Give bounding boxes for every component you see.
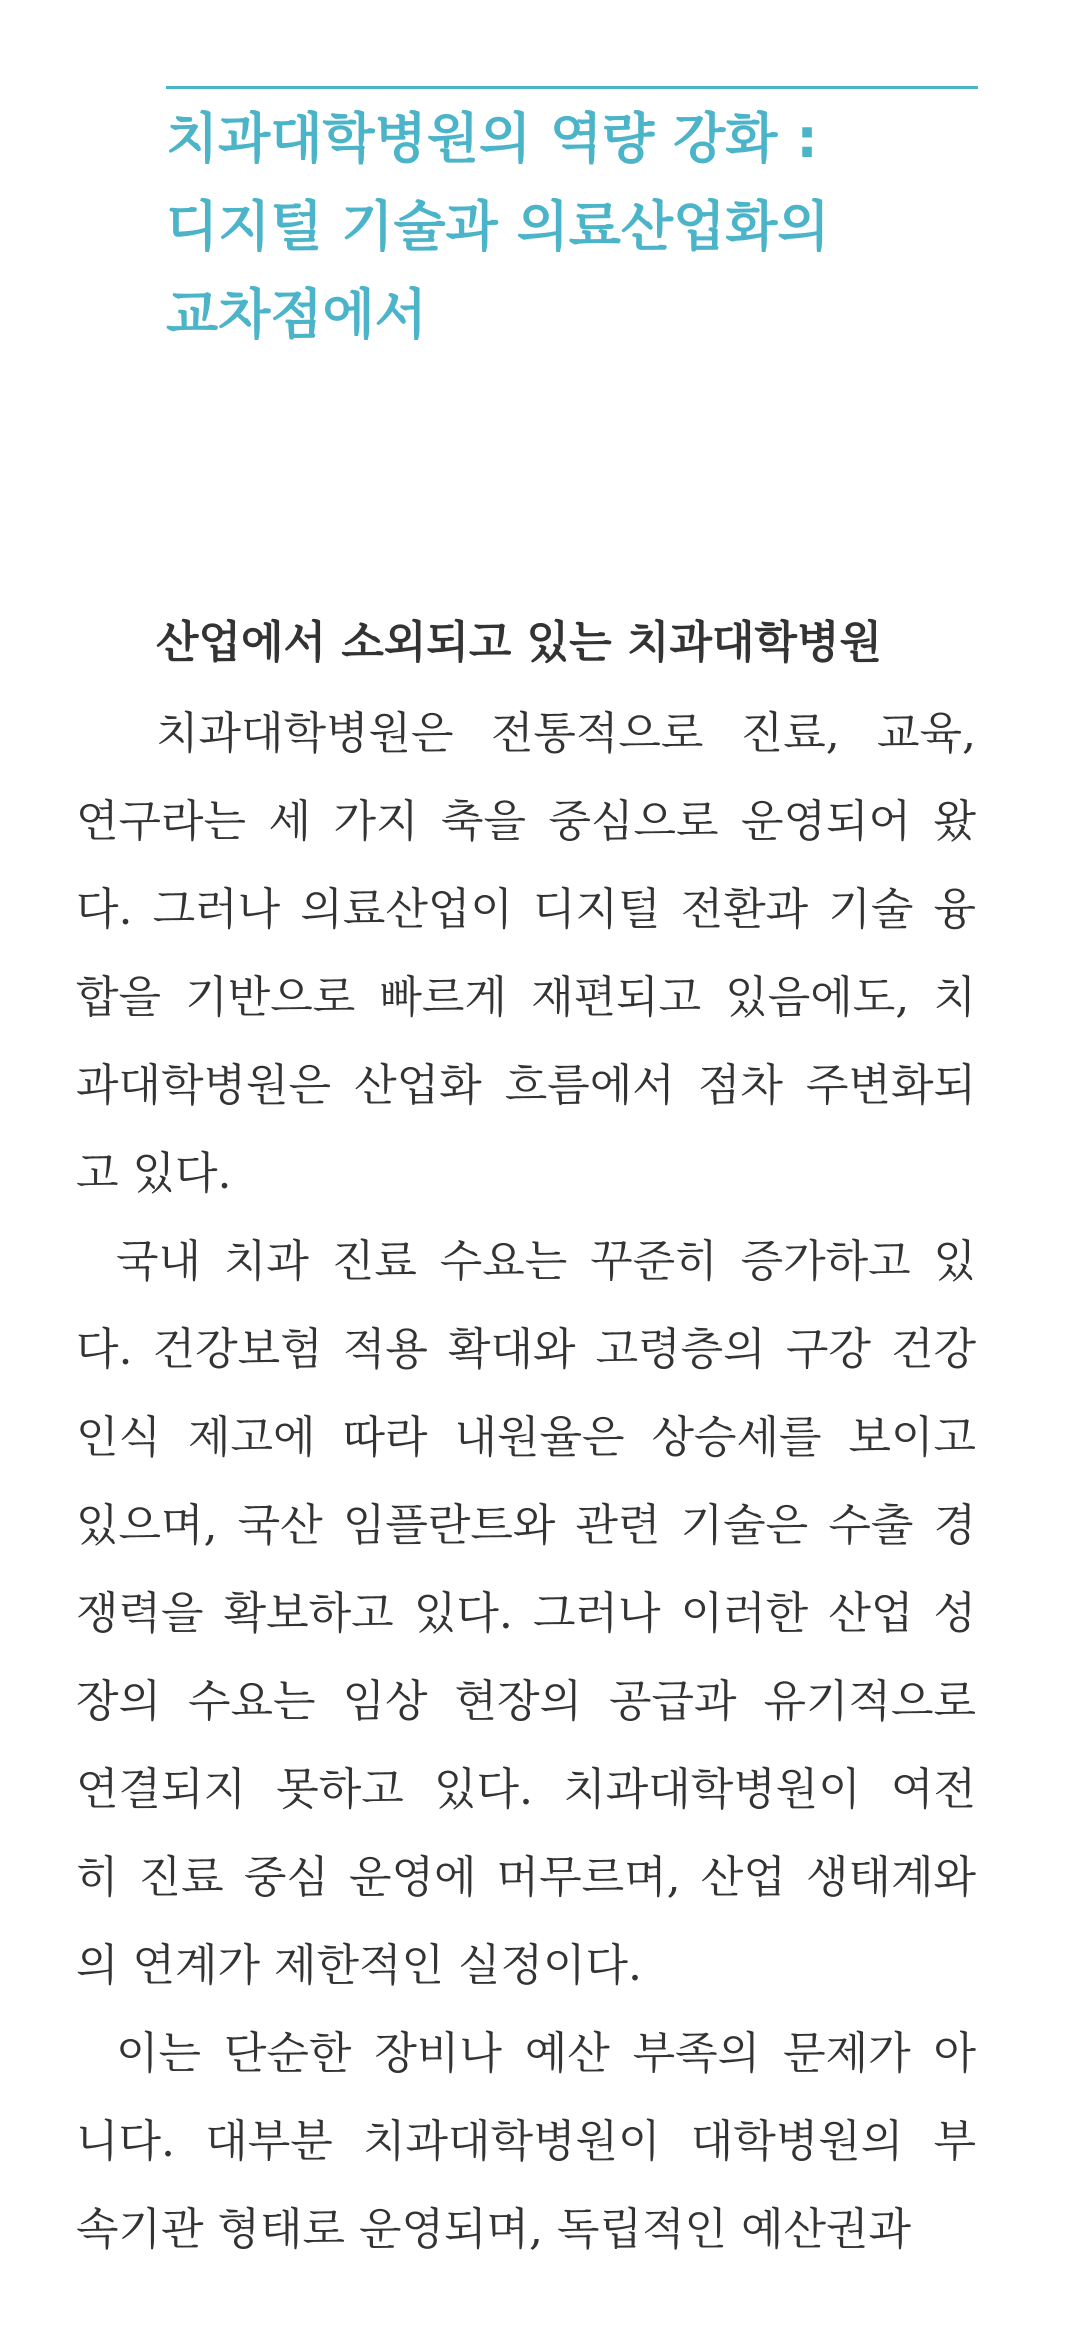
title-divider xyxy=(166,86,978,89)
paragraph-line: 속기관 형태로 운영되며, 독립적인 예산권과 xyxy=(76,2204,912,2255)
paragraph xyxy=(76,2010,976,2274)
article-title-line: 교차점에서 xyxy=(166,283,427,346)
paragraph-line: 있으며, 국산 임플란트와 관련 기술은 수출 경 xyxy=(76,1500,976,1551)
paragraph-line: 의 연계가 제한적인 실정이다. xyxy=(76,1940,642,1991)
paragraph xyxy=(76,1218,976,2010)
paragraph xyxy=(76,690,976,1218)
paragraph-line: 니다. 대부분 치과대학병원이 대학병원의 부 xyxy=(76,2116,976,2167)
paragraph-line: 연결되지 못하고 있다. 치과대학병원이 여전 xyxy=(76,1764,976,1815)
paragraph-line: 히 진료 중심 운영에 머무르며, 산업 생태계와 xyxy=(76,1852,976,1903)
paragraph-line: 쟁력을 확보하고 있다. 그러나 이러한 산업 성 xyxy=(76,1588,976,1639)
paragraph-line: 치과대학병원은 전통적으로 진료, 교육, xyxy=(156,708,976,759)
paragraph-line: 이는 단순한 장비나 예산 부족의 문제가 아 xyxy=(116,2028,976,2079)
article-title-line: 치과대학병원의 역량 강화 : xyxy=(166,107,818,170)
paragraph-line: 고 있다. xyxy=(76,1148,232,1199)
paragraph-line: 인식 제고에 따라 내원율은 상승세를 보이고 xyxy=(76,1412,976,1463)
paragraph-line: 국내 치과 진료 수요는 꾸준히 증가하고 있 xyxy=(116,1236,976,1287)
article-body xyxy=(76,690,976,2274)
paragraph-line: 연구라는 세 가지 축을 중심으로 운영되어 왔 xyxy=(76,796,976,847)
paragraph-line: 다. 그러나 의료산업이 디지털 전환과 기술 융 xyxy=(76,884,976,935)
paragraph-line: 다. 건강보험 적용 확대와 고령층의 구강 건강 xyxy=(76,1324,976,1375)
article-title-line: 디지털 기술과 의료산업화의 xyxy=(166,195,830,258)
paragraph-line: 과대학병원은 산업화 흐름에서 점차 주변화되 xyxy=(76,1060,976,1111)
paragraph-line: 장의 수요는 임상 현장의 공급과 유기적으로 xyxy=(76,1676,976,1727)
section-heading: 산업에서 소외되고 있는 치과대학병원 xyxy=(156,617,883,668)
paragraph-line: 합을 기반으로 빠르게 재편되고 있음에도, 치 xyxy=(76,972,976,1023)
article-title xyxy=(166,95,978,359)
